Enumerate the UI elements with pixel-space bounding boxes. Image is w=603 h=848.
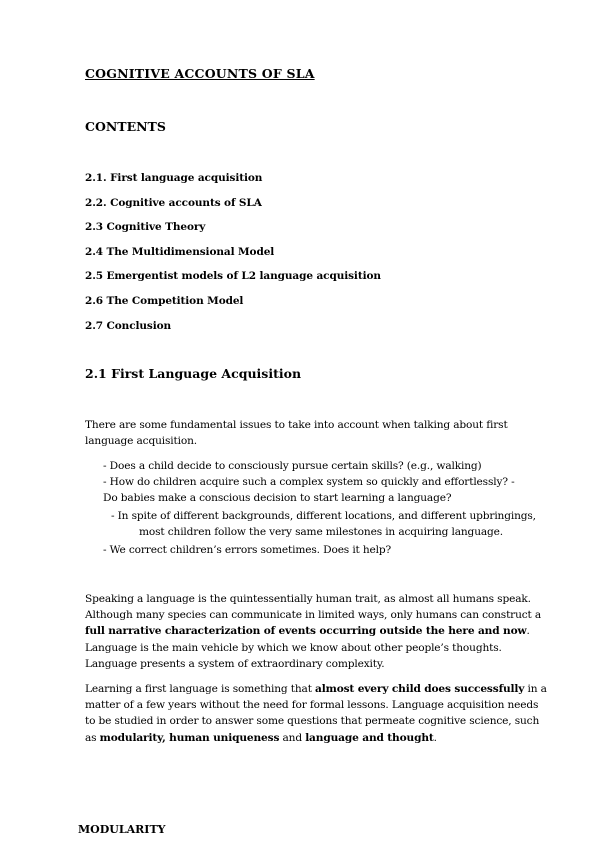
emphasis-text: almost every child does successfully bbox=[315, 683, 525, 695]
issue-item: - How do children acquire such a complex system so quickly and effortlessly? - bbox=[103, 476, 515, 488]
text: in a bbox=[524, 683, 547, 695]
table-of-contents bbox=[85, 171, 381, 343]
toc-item: 2.2. Cognitive accounts of SLA bbox=[85, 196, 262, 209]
next-section-heading: MODULARITY bbox=[78, 823, 166, 836]
toc-item: 2.5 Emergentist models of L2 language acquisition bbox=[85, 270, 381, 283]
text: and bbox=[279, 731, 306, 744]
issue-item: - We correct children’s errors sometimes. Does it help? bbox=[103, 544, 392, 556]
contents-heading: CONTENTS bbox=[85, 119, 166, 134]
paragraph-line: Although many species can communicate in limited ways, only humans can construct a bbox=[85, 609, 542, 622]
toc-item: 2.4 The Multidimensional Model bbox=[85, 245, 275, 258]
toc-item: 2.3 Cognitive Theory bbox=[85, 221, 206, 234]
emphasis-text: full narrative characterization of events occurring outside the here and now bbox=[85, 625, 527, 638]
paragraph-line: Language is the main vehicle by which we know about other people’s thoughts. bbox=[85, 641, 502, 654]
issue-item: - Does a child decide to consciously pursue certain skills? (e.g., walking) bbox=[103, 460, 482, 472]
issue-item-continued: most children follow the very same milestones in acquiring language. bbox=[139, 526, 504, 538]
toc-item: 2.6 The Competition Model bbox=[85, 294, 244, 307]
issue-item: - In spite of different backgrounds, different locations, and different upbringings, bbox=[111, 510, 536, 522]
paragraph-line bbox=[85, 623, 530, 639]
document-title: COGNITIVE ACCOUNTS OF SLA bbox=[85, 66, 315, 81]
emphasis-text: modularity, human uniqueness bbox=[99, 731, 280, 744]
toc-item: 2.7 Conclusion bbox=[85, 319, 172, 332]
text: Learning a first language is something that bbox=[85, 683, 316, 695]
intro-line: language acquisition. bbox=[85, 435, 197, 448]
emphasis-text: language and thought bbox=[305, 731, 434, 744]
text: as bbox=[85, 731, 100, 744]
paragraph-line: matter of a few years without the need for formal lessons. Language acquisition needs bbox=[85, 699, 539, 712]
paragraph-first-language bbox=[85, 681, 547, 746]
paragraph-line: to be studied in order to answer some questions that permeate cognitive science, such bbox=[85, 715, 540, 728]
paragraph-human-trait bbox=[85, 591, 542, 672]
paragraph-line bbox=[85, 681, 547, 697]
intro-paragraph bbox=[85, 417, 525, 449]
punctuation: . bbox=[526, 625, 530, 638]
paragraph-line bbox=[85, 730, 525, 746]
punctuation: . bbox=[433, 731, 437, 744]
intro-line: There are some fundamental issues to take into account when talking about first bbox=[85, 419, 508, 431]
paragraph-line: Language presents a system of extraordinary complexity. bbox=[85, 657, 385, 670]
section-heading: 2.1 First Language Acquisition bbox=[85, 366, 302, 381]
issue-item-continued: Do babies make a conscious decision to start learning a language? bbox=[103, 492, 452, 504]
paragraph-line: Speaking a language is the quintessentially human trait, as almost all humans speak. bbox=[85, 593, 531, 605]
toc-item: 2.1. First language acquisition bbox=[85, 172, 263, 184]
